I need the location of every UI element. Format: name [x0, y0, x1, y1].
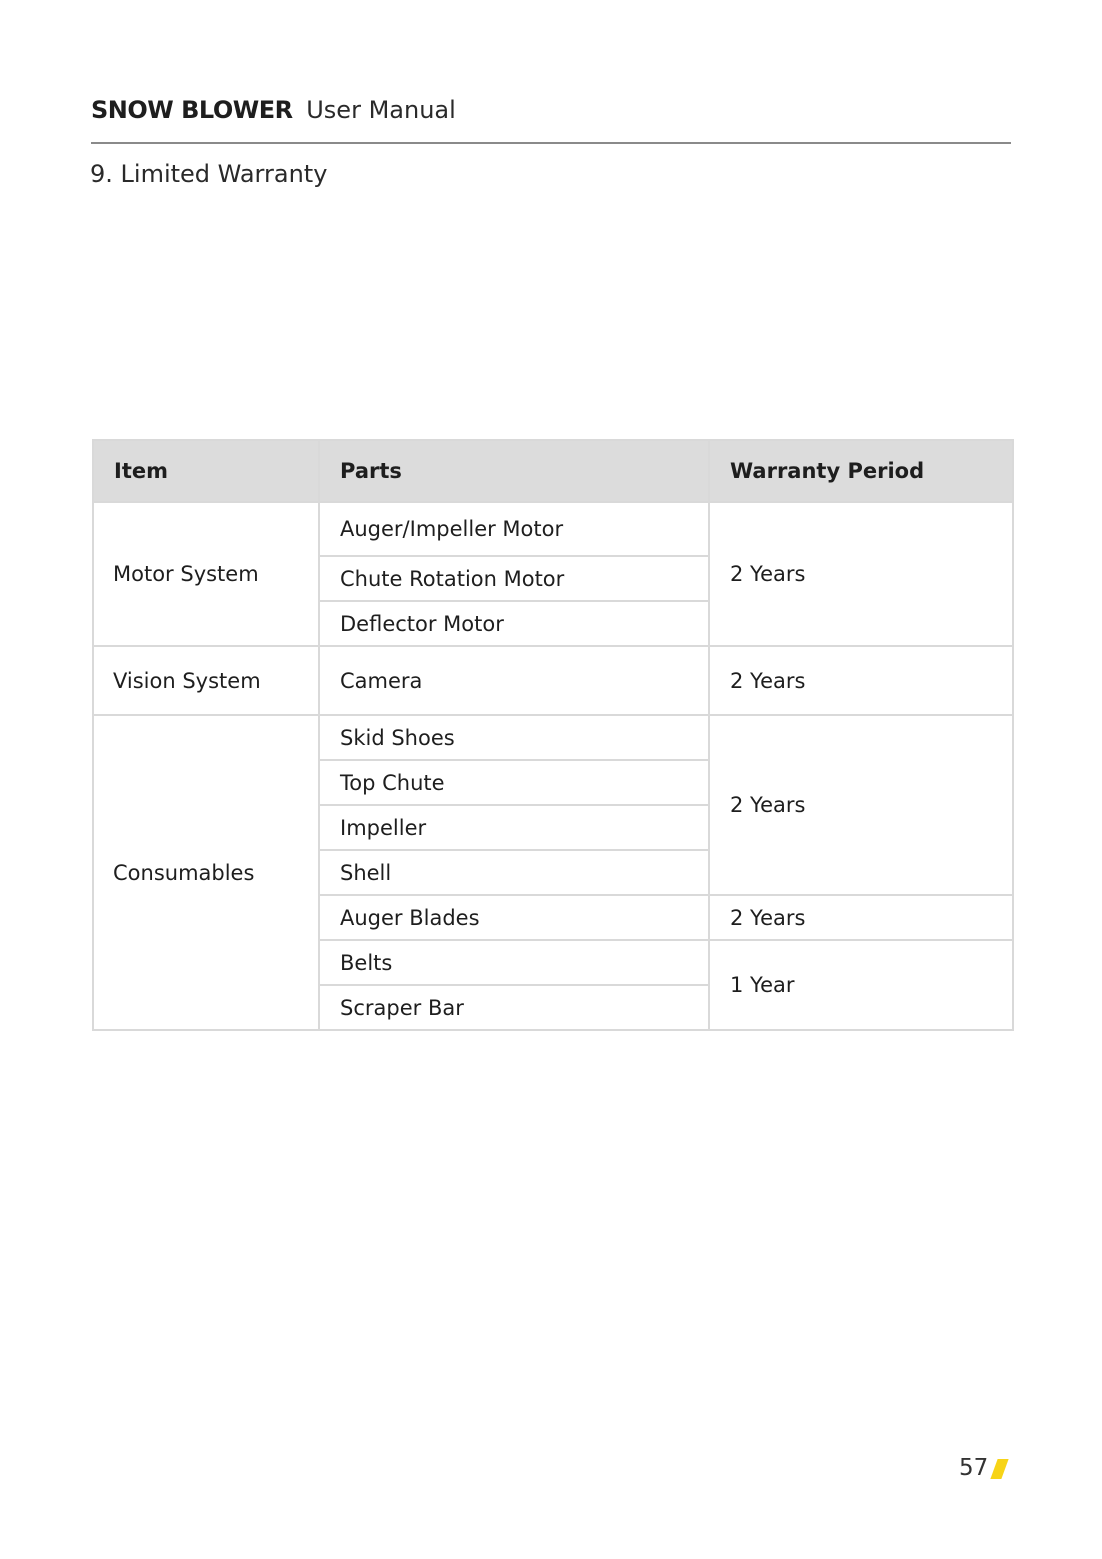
- column-header-parts: Parts: [319, 440, 709, 502]
- part-cell: Impeller: [319, 805, 709, 850]
- part-cell: Skid Shoes: [319, 715, 709, 760]
- header-divider: [91, 142, 1011, 144]
- warranty-period-cell: 2 Years: [709, 502, 1013, 646]
- page-number: 57: [959, 1455, 989, 1481]
- part-cell: Deflector Motor: [319, 601, 709, 646]
- part-cell: Scraper Bar: [319, 985, 709, 1030]
- document-type: User Manual: [306, 96, 456, 124]
- warranty-period-cell: 2 Years: [709, 646, 1013, 715]
- table-header-row: [93, 440, 1013, 502]
- warranty-period-cell: 2 Years: [709, 715, 1013, 895]
- item-cell: Motor System: [93, 502, 319, 646]
- part-cell: Camera: [319, 646, 709, 715]
- section-title: 9. Limited Warranty: [90, 160, 328, 188]
- part-cell: Belts: [319, 940, 709, 985]
- warranty-period-cell: 2 Years: [709, 895, 1013, 940]
- warranty-table: [92, 439, 1014, 1031]
- item-cell: Consumables: [93, 715, 319, 1030]
- product-name: SNOW BLOWER: [91, 96, 293, 124]
- document-header: [91, 96, 456, 124]
- warranty-period-cell: 1 Year: [709, 940, 1013, 1030]
- part-cell: Auger/Impeller Motor: [319, 502, 709, 556]
- table-row: [93, 502, 1013, 556]
- table-row: [93, 646, 1013, 715]
- table-row: [93, 715, 1013, 760]
- part-cell: Chute Rotation Motor: [319, 556, 709, 601]
- column-header-warranty-period: Warranty Period: [709, 440, 1013, 502]
- part-cell: Top Chute: [319, 760, 709, 805]
- part-cell: Auger Blades: [319, 895, 709, 940]
- part-cell: Shell: [319, 850, 709, 895]
- accent-slash-icon: [990, 1459, 1008, 1479]
- column-header-item: Item: [93, 440, 319, 502]
- item-cell: Vision System: [93, 646, 319, 715]
